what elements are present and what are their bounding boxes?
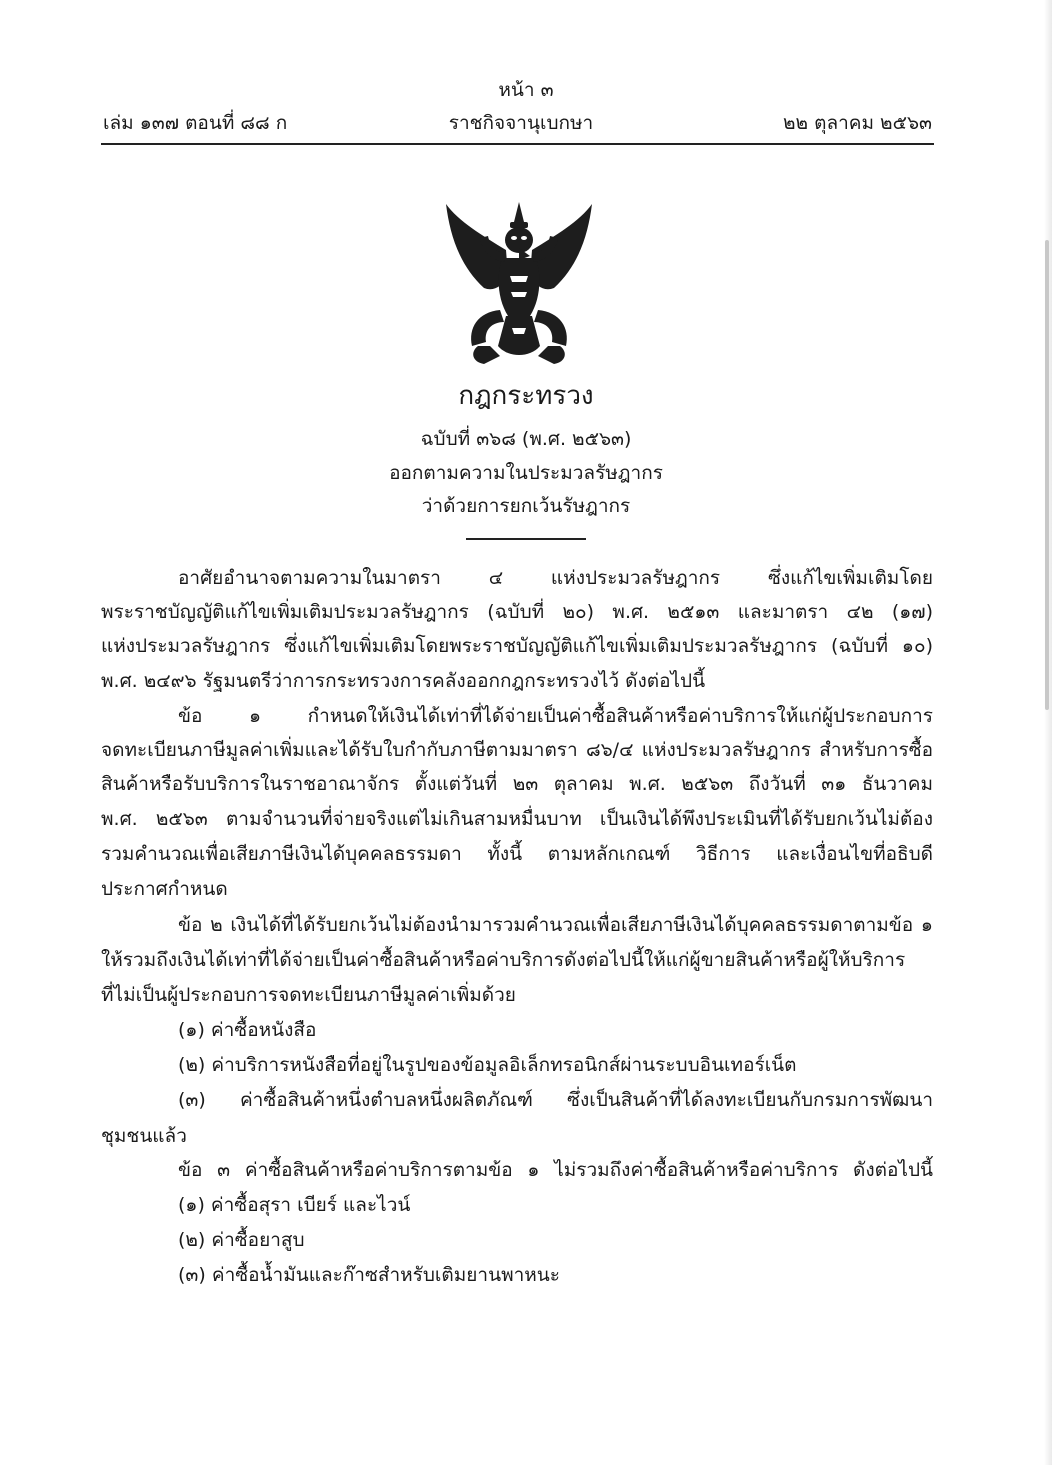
scrollbar-track[interactable] <box>1044 0 1052 1465</box>
preamble-line: พ.ศ. ๒๔๙๖ รัฐมนตรีว่าการกระทรวงการคลังออกกฎกระทรวงไว้ ดังต่อไปนี้ <box>101 670 706 692</box>
clause-2-line: ข้อ ๒ เงินได้ที่ได้รับยกเว้นไม่ต้องนำมารวมคำนวณเพื่อเสียภาษีเงินได้บุคคลธรรมดาตามข้อ ๑ <box>178 914 933 936</box>
scrollbar-thumb[interactable] <box>1045 240 1049 710</box>
title-divider <box>466 538 586 540</box>
clause-1-line: ข้อ ๑ กำหนดให้เงินได้เท่าที่ได้จ่ายเป็นค่าซื้อสินค้าหรือค่าบริการให้แก่ผู้ประกอบการ <box>178 705 933 727</box>
regulation-number: ฉบับที่ ๓๖๘ (พ.ศ. ๒๕๖๓) <box>420 428 632 450</box>
clause-2-item-continued: ชุมชนแล้ว <box>101 1125 187 1147</box>
preamble-line: แห่งประมวลรัษฎากร ซึ่งแก้ไขเพิ่มเติมโดยพระราชบัญญัติแก้ไขเพิ่มเติมประมวลรัษฎากร (ฉบับที่ ๑๐) <box>101 635 933 657</box>
document-type-title: กฎกระทรวง <box>458 381 594 411</box>
publication-name: ราชกิจจานุเบกษา <box>448 112 594 134</box>
clause-1-line: รวมคำนวณเพื่อเสียภาษีเงินได้บุคคลธรรมดา ทั้งนี้ ตามหลักเกณฑ์ วิธีการ และเงื่อนไขที่อธิบดี <box>101 843 933 865</box>
clause-3-line: ข้อ ๓ ค่าซื้อสินค้าหรือค่าบริการตามข้อ ๑ ไม่รวมถึงค่าซื้อสินค้าหรือค่าบริการ ดังต่อไปนี้ <box>178 1159 933 1181</box>
preamble-line: พระราชบัญญัติแก้ไขเพิ่มเติมประมวลรัษฎากร (ฉบับที่ ๒๐) พ.ศ. ๒๕๑๓ และมาตรา ๔๒ (๑๗) <box>101 601 933 623</box>
clause-3-item: (๓) ค่าซื้อน้ำมันและก๊าซสำหรับเติมยานพาหนะ <box>178 1264 560 1286</box>
header-divider <box>101 143 934 145</box>
clause-1-line: สินค้าหรือรับบริการในราชอาณาจักร ตั้งแต่วันที่ ๒๓ ตุลาคม พ.ศ. ๒๕๖๓ ถึงวันที่ ๓๑ ธันวาคม <box>101 773 933 795</box>
preamble-line: อาศัยอำนาจตามความในมาตรา ๔ แห่งประมวลรัษฎากร ซึ่งแก้ไขเพิ่มเติมโดย <box>178 567 933 589</box>
clause-2-item: (๒) ค่าบริการหนังสือที่อยู่ในรูปของข้อมูลอิเล็กทรอนิกส์ผ่านระบบอินเทอร์เน็ต <box>178 1054 797 1076</box>
volume-issue: เล่ม ๑๓๗ ตอนที่ ๘๘ ก <box>103 112 288 134</box>
page-number: หน้า ๓ <box>498 79 554 101</box>
clause-1-line: พ.ศ. ๒๕๖๓ ตามจำนวนที่จ่ายจริงแต่ไม่เกินสามหมื่นบาท เป็นเงินได้พึงประเมินที่ได้รับยกเว้นไม่ต้อง <box>101 808 933 830</box>
regulation-authority: ออกตามความในประมวลรัษฎากร <box>389 462 663 484</box>
clause-1-line: ประกาศกำหนด <box>101 878 228 900</box>
clause-3-item: (๑) ค่าซื้อสุรา เบียร์ และไวน์ <box>178 1194 411 1216</box>
regulation-subject: ว่าด้วยการยกเว้นรัษฎากร <box>421 495 631 517</box>
clause-2-line: ที่ไม่เป็นผู้ประกอบการจดทะเบียนภาษีมูลค่าเพิ่มด้วย <box>101 984 516 1006</box>
clause-2-item: (๓) ค่าซื้อสินค้าหนึ่งตำบลหนึ่งผลิตภัณฑ์ ซึ่งเป็นสินค้าที่ได้ลงทะเบียนกับกรมการพัฒนา <box>178 1089 933 1111</box>
clause-2-item: (๑) ค่าซื้อหนังสือ <box>178 1019 317 1041</box>
publication-date: ๒๒ ตุลาคม ๒๕๖๓ <box>783 112 932 134</box>
clause-1-line: จดทะเบียนภาษีมูลค่าเพิ่มและได้รับใบกำกับภาษีตามมาตรา ๘๖/๔ แห่งประมวลรัษฎากร สำหรับการซื้อ <box>101 739 933 761</box>
garuda-emblem-icon <box>438 196 600 368</box>
clause-2-line: ให้รวมถึงเงินได้เท่าที่ได้จ่ายเป็นค่าซื้อสินค้าหรือค่าบริการดังต่อไปนี้ให้แก่ผู้ขายสินค้าหรือผู้ให้บริการ <box>101 949 906 971</box>
clause-3-item: (๒) ค่าซื้อยาสูบ <box>178 1229 305 1251</box>
